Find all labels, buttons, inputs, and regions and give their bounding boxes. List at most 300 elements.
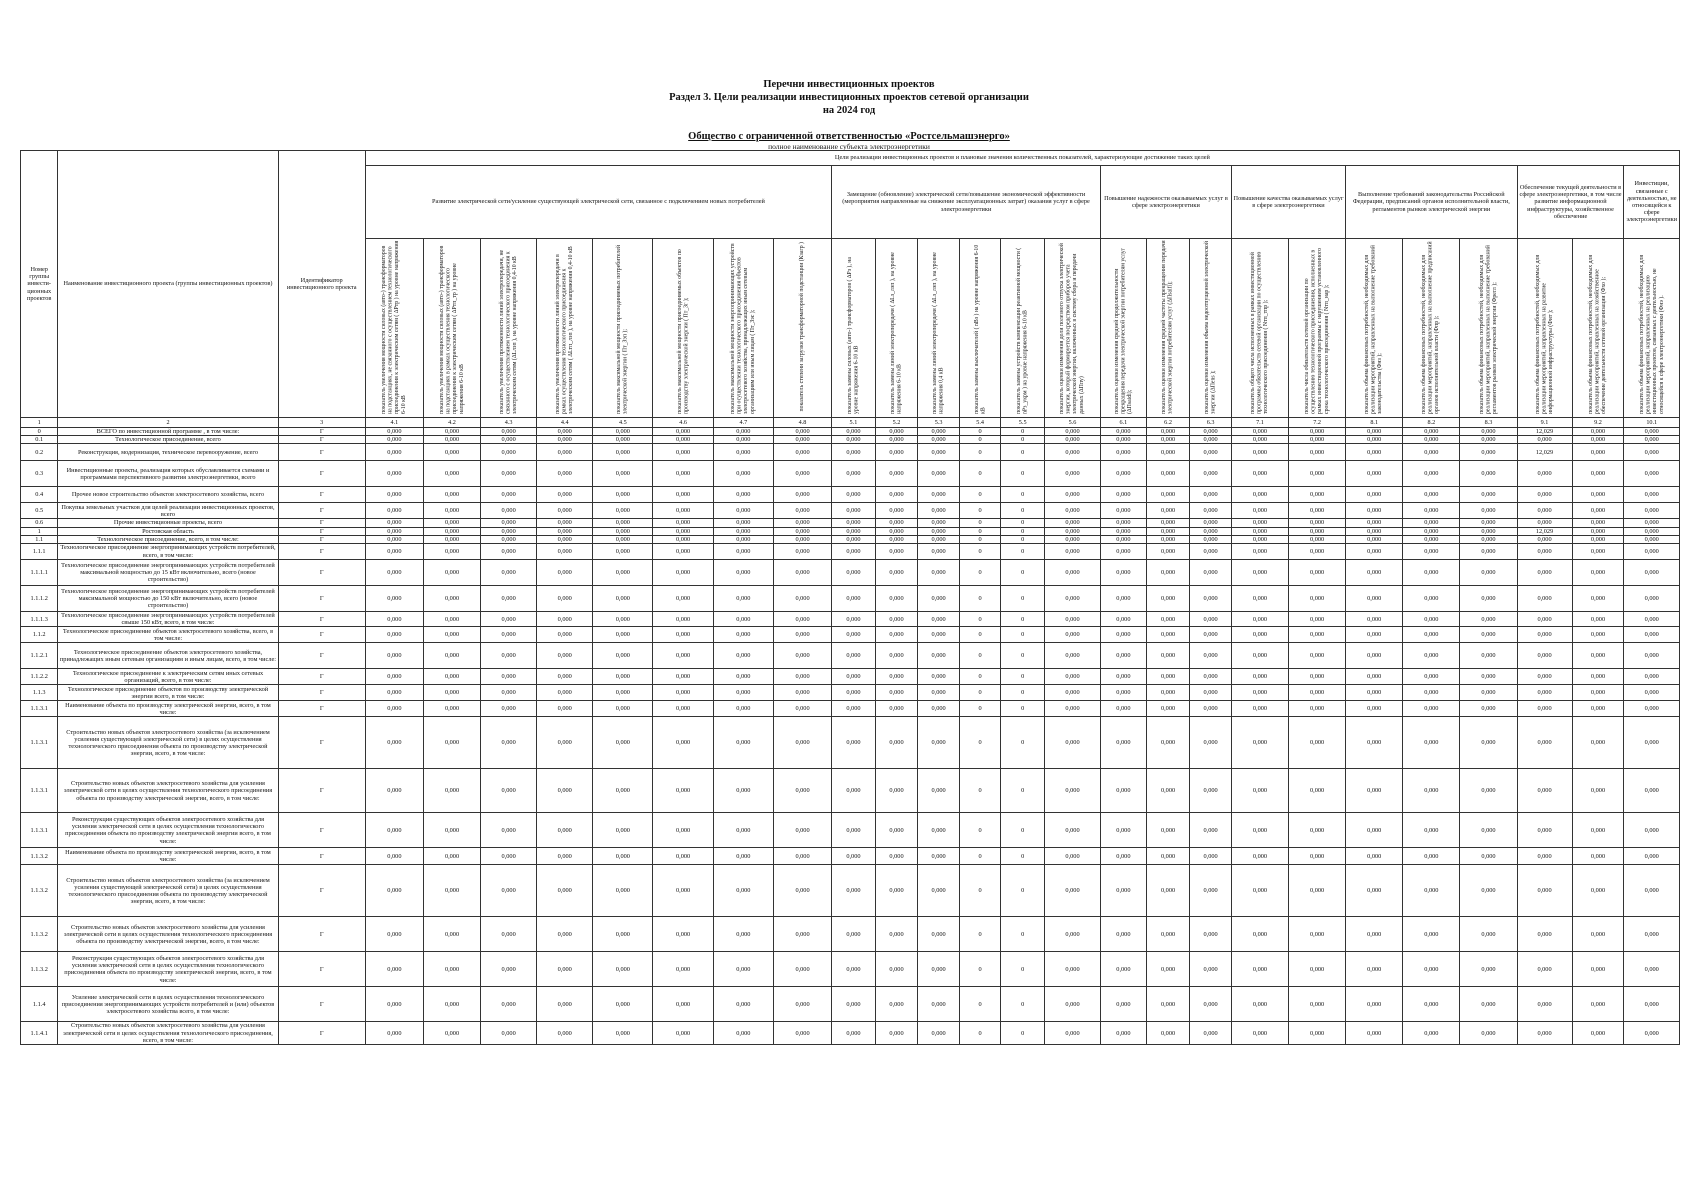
project-name-cell: Прочее новое строительство объектов электросетевого хозяйства, всего (58, 487, 278, 503)
indicator-value-cell: 0,000 (1572, 461, 1624, 487)
indicator-value-cell: 0 (959, 848, 1001, 865)
indicator-value-cell: 0,000 (1403, 436, 1460, 444)
indicator-value-cell: 0,000 (1346, 987, 1403, 1022)
indicator-value-cell: 0,000 (773, 987, 831, 1022)
project-name-cell: Реконструкция существующих объектов электросетевого хозяйства для усиления электрической сети в целях осуществления технологического присоединения объекта по производству электрической энергии всего, в том числе: (58, 813, 278, 848)
indicator-value-cell: 0 (959, 428, 1001, 436)
project-name-cell: Строительство новых объектов электросетевого хозяйства для усиления электрической сети в целях осуществления технологического присоединения, всего, в том числе: (58, 1022, 278, 1045)
indicator-value-cell: 0,000 (1190, 717, 1232, 769)
doc-title-line1: Перечни инвестиционных проектов (763, 79, 935, 90)
indicator-value-cell: 0,000 (713, 560, 773, 586)
indicator-value-cell: 0,000 (1460, 503, 1517, 519)
indicator-value-cell: 0,000 (1624, 503, 1680, 519)
indicator-value-cell: 0,000 (593, 544, 653, 560)
indicator-value-cell: 0,000 (918, 436, 960, 444)
indicator-value-cell: 0,000 (1044, 544, 1100, 560)
project-name-cell: Инвестиционные проекты, реализация которых обуславливается схемами и программами перспективного развития электроэнергетики, всего (58, 461, 278, 487)
indicator-value-cell: 0,000 (1517, 685, 1572, 701)
indicator-value-cell: 0,000 (1044, 503, 1100, 519)
indicator-value-cell: 0,000 (423, 560, 480, 586)
goal-group-header: Замещение (обновление) электрической сети/повышение экономической эффективности (мероприятия направленные на снижение эксплуатационных затрат) оказания услуг в сфере электроэнергетики (832, 166, 1101, 239)
indicator-value-cell: 0,000 (537, 503, 593, 519)
indicator-value-cell: 0,000 (365, 519, 423, 527)
indicator-value-cell: 0,000 (1289, 461, 1346, 487)
indicator-value-cell: 0,000 (365, 586, 423, 612)
indicator-value-cell: 0,000 (918, 428, 960, 436)
indicator-value-cell: 0,000 (918, 685, 960, 701)
indicator-header (773, 239, 831, 418)
indicator-value-cell: 0,000 (1044, 586, 1100, 612)
column-number: 4.2 (423, 418, 480, 428)
indicator-value-cell: 0,000 (423, 769, 480, 813)
indicator-value-cell: 0,000 (1624, 987, 1680, 1022)
indicator-value-cell: 0,000 (1101, 717, 1147, 769)
column-number: 4.8 (773, 418, 831, 428)
column-number: 6.1 (1101, 418, 1147, 428)
indicator-value-cell: 0,000 (1231, 444, 1288, 461)
column-number: 5.5 (1001, 418, 1045, 428)
indicator-value-cell: 0,000 (1231, 503, 1288, 519)
indicator-value-cell: 0,000 (773, 1022, 831, 1045)
indicator-value-cell: 0 (1001, 1022, 1045, 1045)
indicator-value-cell: 0,000 (918, 527, 960, 535)
indicator-value-cell: 0,000 (1190, 527, 1232, 535)
indicator-value-cell: 0,000 (1403, 643, 1460, 669)
project-name-cell: Технологическое присоединение, всего, в том числе: (58, 535, 278, 543)
indicator-value-cell: 0,000 (1624, 444, 1680, 461)
indicator-value-cell: 0,000 (1231, 769, 1288, 813)
indicator-label: показатель замены силовых (авто-) трансформаторов ( ∆Pз ), на уровне напряжения 6-10 кВ (846, 256, 860, 414)
indicator-value-cell: 0,000 (1044, 436, 1100, 444)
column-number-row (21, 418, 1680, 428)
indicator-label: показатель оценки изменения доли полезного отпуска электрической энергии, который формируется посредством приборов учета электрической энергии, включенных в систему сбора и передачи данных (ΔПпу) (1059, 243, 1086, 414)
indicator-value-cell: 0,000 (1146, 917, 1190, 952)
indicator-value-cell: 0,000 (1146, 848, 1190, 865)
indicator-value-cell: 0,000 (365, 560, 423, 586)
indicator-value-cell: 0,000 (1101, 865, 1147, 917)
indicator-value-cell: 0,000 (832, 769, 876, 813)
indicator-header (875, 239, 918, 418)
indicator-value-cell: 0,000 (1044, 865, 1100, 917)
indicator-value-cell: 0,000 (832, 987, 876, 1022)
indicator-value-cell: 0,000 (832, 865, 876, 917)
indicator-value-cell: 0,000 (1044, 769, 1100, 813)
indicator-value-cell: 0,000 (537, 527, 593, 535)
group-number-cell: 1.1.1.2 (21, 586, 58, 612)
indicator-value-cell: 0,000 (1146, 586, 1190, 612)
project-id-cell: Г (278, 685, 365, 701)
indicator-value-cell: 0,000 (423, 487, 480, 503)
indicator-value-cell: 0,000 (1403, 813, 1460, 848)
indicator-value-cell: 0,000 (1289, 952, 1346, 987)
indicator-value-cell: 0,000 (1572, 560, 1624, 586)
indicator-value-cell: 0,000 (593, 717, 653, 769)
indicator-value-cell: 0,000 (1146, 643, 1190, 669)
indicator-value-cell: 0,000 (1044, 627, 1100, 643)
indicator-value-cell: 0,000 (713, 848, 773, 865)
indicator-value-cell: 0,000 (1101, 436, 1147, 444)
indicator-value-cell: 0,000 (1346, 487, 1403, 503)
indicator-value-cell: 0,000 (1346, 643, 1403, 669)
indicator-value-cell: 0,000 (713, 952, 773, 987)
project-name-cell: Технологическое присоединение объектов по производству электрической энергии всего, в том числе: (58, 685, 278, 701)
indicator-value-cell: 0,000 (423, 952, 480, 987)
indicator-value-cell: 0,000 (1460, 612, 1517, 627)
indicator-value-cell: 0,000 (1517, 436, 1572, 444)
indicator-value-cell: 0,000 (1346, 917, 1403, 952)
indicator-header (1231, 239, 1288, 418)
indicator-value-cell: 0,000 (1190, 669, 1232, 685)
indicator-value-cell: 0,000 (918, 643, 960, 669)
indicator-value-cell: 0,000 (1289, 544, 1346, 560)
indicator-value-cell: 0 (1001, 586, 1045, 612)
indicator-value-cell: 0 (959, 717, 1001, 769)
indicator-value-cell: 0,000 (832, 627, 876, 643)
indicator-value-cell: 0,000 (653, 519, 713, 527)
indicator-value-cell: 0,000 (1403, 519, 1460, 527)
indicator-value-cell: 0,000 (875, 685, 918, 701)
indicator-value-cell: 0,000 (773, 685, 831, 701)
indicator-value-cell: 0,000 (1346, 544, 1403, 560)
indicator-value-cell: 0,000 (365, 952, 423, 987)
indicator-value-cell: 0,000 (1231, 848, 1288, 865)
indicator-value-cell: 0,000 (773, 487, 831, 503)
indicator-value-cell: 0 (1001, 717, 1045, 769)
indicator-value-cell: 0,000 (832, 519, 876, 527)
indicator-value-cell: 0,000 (773, 519, 831, 527)
indicator-header (537, 239, 593, 418)
table-row (21, 586, 1680, 612)
indicator-value-cell: 0,000 (918, 917, 960, 952)
indicator-value-cell: 0,000 (481, 527, 537, 535)
project-id-cell: Г (278, 560, 365, 586)
indicator-value-cell: 0,000 (423, 612, 480, 627)
indicator-value-cell: 0,000 (713, 987, 773, 1022)
indicator-value-cell: 0,000 (593, 685, 653, 701)
indicator-value-cell: 0,000 (1190, 627, 1232, 643)
column-number: 9.1 (1517, 418, 1572, 428)
indicator-value-cell: 0,000 (1190, 519, 1232, 527)
indicator-value-cell: 0,000 (1231, 685, 1288, 701)
indicator-value-cell: 0,000 (1231, 428, 1288, 436)
indicator-value-cell: 0,000 (365, 813, 423, 848)
indicator-value-cell: 0,000 (593, 527, 653, 535)
indicator-value-cell: 0,000 (537, 487, 593, 503)
indicator-value-cell: 0,000 (593, 428, 653, 436)
indicator-value-cell: 0,000 (1517, 669, 1572, 685)
col-header-goals: Цели реализации инвестиционных проектов и плановые значения количественных показателей, характеризующие достижение таких целей (365, 151, 1679, 166)
indicator-value-cell: 0,000 (1289, 813, 1346, 848)
indicator-value-cell: 0,000 (918, 627, 960, 643)
indicator-value-cell: 0,000 (1346, 669, 1403, 685)
indicator-value-cell: 0,000 (1403, 461, 1460, 487)
project-name-cell: Ростовская область (58, 527, 278, 535)
project-id-cell: Г (278, 436, 365, 444)
indicator-value-cell: 0,000 (1231, 987, 1288, 1022)
indicator-value-cell: 0,000 (1044, 987, 1100, 1022)
doc-title-line3: на 2024 год (822, 105, 876, 116)
indicator-value-cell: 0,000 (1517, 848, 1572, 865)
indicator-value-cell: 0,000 (832, 503, 876, 519)
project-name-cell: Технологическое присоединение объектов электросетевого хозяйства, всего, в том числе: (58, 627, 278, 643)
indicator-label: показатель объема финансовых потребностей, необходимых для реализации мероприятий, направленных на реализацию инвестиционных проектов, связанных с деятельностью, не относящейся к сфере электроэнергетики (Фнэ ). (1638, 254, 1665, 414)
table-row (21, 917, 1680, 952)
indicator-value-cell: 0,000 (1289, 519, 1346, 527)
indicator-value-cell: 0 (1001, 669, 1045, 685)
table-row (21, 428, 1680, 436)
indicator-value-cell: 0,000 (1460, 865, 1517, 917)
indicator-value-cell: 0,000 (875, 952, 918, 987)
indicator-header (653, 239, 713, 418)
project-id-cell: Г (278, 535, 365, 543)
column-number: 5.6 (1044, 418, 1100, 428)
indicator-value-cell: 0,000 (1572, 612, 1624, 627)
indicator-header (918, 239, 960, 418)
indicator-value-cell: 0,000 (1572, 428, 1624, 436)
indicator-value-cell: 0,000 (918, 535, 960, 543)
indicator-value-cell: 0,000 (1460, 461, 1517, 487)
project-id-cell: Г (278, 461, 365, 487)
indicator-value-cell: 0,000 (1403, 535, 1460, 543)
indicator-value-cell: 0,000 (1517, 1022, 1572, 1045)
indicator-value-cell: 0,000 (1101, 952, 1147, 987)
indicator-value-cell: 0,000 (1517, 865, 1572, 917)
indicator-value-cell: 0,000 (875, 848, 918, 865)
indicator-value-cell: 0,000 (423, 461, 480, 487)
indicator-value-cell: 0,000 (1101, 444, 1147, 461)
indicator-value-cell: 0,000 (1044, 519, 1100, 527)
indicator-value-cell: 0,000 (1624, 643, 1680, 669)
indicator-value-cell: 0,000 (1101, 428, 1147, 436)
indicator-value-cell: 0,000 (593, 643, 653, 669)
indicator-value-cell: 0,000 (1460, 544, 1517, 560)
indicator-label: показатель общего числа исполненных в рамках инвестиционной программы обязательств сетевой организации по осуществлению технологического присоединения ( Nтп_тпр ); (1250, 251, 1270, 414)
indicator-value-cell: 0,000 (653, 952, 713, 987)
indicator-value-cell: 0 (1001, 444, 1045, 461)
indicator-value-cell: 0,000 (537, 544, 593, 560)
indicator-value-cell: 0,000 (1289, 1022, 1346, 1045)
indicator-value-cell: 0,000 (918, 865, 960, 917)
indicator-value-cell: 0,000 (1624, 560, 1680, 586)
indicator-value-cell: 0,000 (1146, 461, 1190, 487)
indicator-value-cell: 0,000 (1289, 848, 1346, 865)
indicator-value-cell: 0,000 (1346, 586, 1403, 612)
indicator-value-cell: 0 (959, 586, 1001, 612)
indicator-value-cell: 0,000 (918, 813, 960, 848)
table-row (21, 612, 1680, 627)
project-name-cell: Строительство новых объектов электросетевого хозяйства (за исключением усиления существующей электрической сети) в целях осуществления технологического присоединения объекта по производству электрической энергии, всего, в том числе: (58, 865, 278, 917)
indicator-value-cell: 0,000 (653, 586, 713, 612)
indicator-label: показатель объема финансовых потребностей, необходимых для реализации мероприятий, направленных на выполнение требований регламентов рынков электрической энергии (Фрегл ); (1478, 244, 1498, 414)
indicator-value-cell: 0,000 (1101, 461, 1147, 487)
indicator-value-cell: 0,000 (653, 848, 713, 865)
indicator-value-cell: 0,000 (1517, 717, 1572, 769)
indicator-value-cell: 0,000 (481, 535, 537, 543)
indicator-value-cell: 0,000 (365, 436, 423, 444)
indicator-value-cell: 0,000 (918, 612, 960, 627)
indicator-value-cell: 0,000 (423, 643, 480, 669)
indicator-value-cell: 0,000 (481, 701, 537, 717)
indicator-value-cell: 0,000 (365, 848, 423, 865)
project-id-cell: Г (278, 987, 365, 1022)
indicator-value-cell: 0,000 (1460, 987, 1517, 1022)
indicator-value-cell: 0,000 (365, 503, 423, 519)
project-id-cell: Г (278, 527, 365, 535)
indicator-value-cell: 0 (1001, 643, 1045, 669)
indicator-value-cell: 0,000 (365, 769, 423, 813)
indicator-value-cell: 0,000 (832, 487, 876, 503)
indicator-value-cell: 0,000 (1289, 769, 1346, 813)
indicator-value-cell: 0,000 (832, 813, 876, 848)
indicator-value-cell: 0,000 (1624, 717, 1680, 769)
indicator-value-cell: 0,000 (593, 586, 653, 612)
table-row (21, 848, 1680, 865)
group-number-cell: 1.1.3.1 (21, 769, 58, 813)
indicator-value-cell: 0,000 (653, 627, 713, 643)
indicator-value-cell: 0,000 (1517, 487, 1572, 503)
indicator-label: показатель максимальной мощности энергопринимающих устройств при осуществлении технологического присоединения объектов электросетевого хозяйства, принадлежащих иным сетевым организациям или иным лицам ( Пт_Зэс ); (730, 243, 756, 414)
indicator-value-cell: 0,000 (1460, 428, 1517, 436)
table-row (21, 1022, 1680, 1045)
indicator-value-cell: 0,000 (1517, 503, 1572, 519)
indicator-value-cell: 0,000 (481, 848, 537, 865)
indicator-value-cell: 0,000 (773, 669, 831, 685)
indicator-value-cell: 0 (1001, 987, 1045, 1022)
indicator-value-cell: 0,000 (423, 685, 480, 701)
indicator-value-cell: 0,000 (593, 612, 653, 627)
indicator-value-cell: 0,000 (832, 544, 876, 560)
indicator-value-cell: 0 (959, 865, 1001, 917)
indicator-value-cell: 0,000 (1624, 519, 1680, 527)
investment-goals-table (20, 150, 1680, 1045)
indicator-value-cell: 0 (959, 444, 1001, 461)
indicator-value-cell: 0,000 (537, 701, 593, 717)
indicator-value-cell: 0,000 (713, 428, 773, 436)
project-id-cell: Г (278, 627, 365, 643)
col-header-project-id: Идентификатор инвестиционного проекта (278, 151, 365, 418)
indicator-value-cell: 0,000 (593, 769, 653, 813)
indicator-value-cell: 0,000 (365, 461, 423, 487)
table-row (21, 503, 1680, 519)
indicator-value-cell: 0,000 (1572, 586, 1624, 612)
table-row (21, 865, 1680, 917)
indicator-value-cell: 0,000 (875, 444, 918, 461)
indicator-value-cell: 0,000 (653, 527, 713, 535)
indicator-value-cell: 0,000 (875, 917, 918, 952)
indicator-value-cell: 0,000 (423, 544, 480, 560)
indicator-value-cell: 0,000 (1190, 813, 1232, 848)
indicator-value-cell: 0,000 (423, 444, 480, 461)
indicator-value-cell: 0,000 (537, 643, 593, 669)
group-number-cell: 1.1.2.1 (21, 643, 58, 669)
indicator-value-cell: 0,000 (1460, 769, 1517, 813)
indicator-label: показатель максимальной мощности присоединяемых потребителей электрической энергии ( Пт_Зэп ); (616, 244, 629, 414)
indicator-value-cell: 0,000 (593, 952, 653, 987)
indicator-value-cell: 0,000 (1190, 535, 1232, 543)
indicator-value-cell: 0,000 (365, 544, 423, 560)
indicator-value-cell: 0 (1001, 865, 1045, 917)
table-row (21, 813, 1680, 848)
indicator-value-cell: 0,000 (1044, 487, 1100, 503)
indicator-value-cell: 0,000 (653, 444, 713, 461)
indicator-header (959, 239, 1001, 418)
indicator-value-cell: 0,000 (1460, 952, 1517, 987)
indicator-label: показатель замены устройств компенсации реактивной мощности ( nРз_укрм ) на уровне напряжения 6-10 кВ (1016, 247, 1029, 414)
indicator-value-cell: 0,000 (773, 560, 831, 586)
indicator-value-cell: 0,000 (875, 627, 918, 643)
indicator-value-cell: 0,000 (1101, 560, 1147, 586)
indicator-value-cell: 0,000 (773, 643, 831, 669)
group-number-cell: 1.1.3.2 (21, 865, 58, 917)
indicator-value-cell: 0,000 (423, 428, 480, 436)
indicator-value-cell: 0,000 (1146, 669, 1190, 685)
indicator-value-cell: 0 (1001, 701, 1045, 717)
indicator-value-cell: 0,000 (875, 560, 918, 586)
indicator-value-cell: 0,000 (1403, 669, 1460, 685)
indicator-value-cell: 0,000 (1517, 643, 1572, 669)
indicator-value-cell: 0,000 (365, 669, 423, 685)
indicator-value-cell: 0,000 (365, 627, 423, 643)
indicator-value-cell: 0,000 (1346, 1022, 1403, 1045)
indicator-value-cell: 0,000 (1346, 444, 1403, 461)
indicator-value-cell: 0,000 (481, 612, 537, 627)
indicator-value-cell: 0,000 (1624, 865, 1680, 917)
indicator-value-cell: 0,000 (537, 519, 593, 527)
indicator-label: показатель максимальной мощности присоединяемых объектов по производству электрической энергии ( Пт_Зг ); (676, 249, 690, 414)
indicator-label: показатель увеличения мощности силовых (авто-) трансформаторов на подстанциях в рамках осуществления технологического присоединения к электрическим сетям ( ΔPтп_тр ) на уровне напряжения 6-10 кВ (438, 245, 465, 414)
indicator-value-cell: 0,000 (365, 535, 423, 543)
indicator-value-cell: 0,000 (1572, 487, 1624, 503)
indicator-value-cell: 0,000 (773, 612, 831, 627)
indicator-value-cell: 0 (1001, 813, 1045, 848)
indicator-value-cell: 0,000 (1289, 717, 1346, 769)
indicator-value-cell: 0,000 (481, 917, 537, 952)
indicator-header (1346, 239, 1403, 418)
indicator-value-cell: 0,000 (1346, 685, 1403, 701)
indicator-header (832, 239, 876, 418)
indicator-value-cell: 0,000 (1190, 503, 1232, 519)
indicator-value-cell: 0,000 (365, 643, 423, 669)
table-header (21, 151, 1680, 418)
indicator-value-cell: 0,000 (1146, 627, 1190, 643)
indicator-label: показатель увеличения протяженности линий электропередачи, не связанного с осуществлением технологического присоединения к электрическим сетям (ΔLлэп ), на уровне напряжения 0,4-10 кВ (498, 249, 518, 414)
indicator-value-cell: 0,000 (653, 865, 713, 917)
indicator-value-cell: 0,000 (1190, 952, 1232, 987)
project-name-cell: Технологическое присоединение объектов электросетевого хозяйства, принадлежащих иным сетевым организациям и иным лицам, всего, в том числе: (58, 643, 278, 669)
indicator-value-cell: 0,000 (1190, 1022, 1232, 1045)
indicator-value-cell: 0,000 (1460, 535, 1517, 543)
indicator-label: показатель оценки изменения средней частоты прекращения передачи электрической энергии потребителям услуг (ΔПsaifi); (1161, 240, 1175, 414)
indicator-value-cell: 0,000 (875, 717, 918, 769)
indicator-value-cell: 0,000 (1346, 519, 1403, 527)
indicator-value-cell: 0,000 (481, 627, 537, 643)
indicator-value-cell: 0,000 (653, 685, 713, 701)
indicator-label: показатель числа обязательств сетевой организации по осуществлению технологического присоединения, исполненных в рамках инвестиционной программы с нарушением установленного срока технологического присоединения ( Nтп_нар ); (1303, 247, 1330, 414)
indicator-value-cell: 0,000 (365, 917, 423, 952)
indicator-value-cell: 0,000 (1289, 436, 1346, 444)
group-number-cell: 1.1.3.1 (21, 813, 58, 848)
indicator-value-cell: 0 (1001, 428, 1045, 436)
project-name-cell: Наименование объекта по производству электрической энергии, всего, в том числе: (58, 848, 278, 865)
indicator-value-cell: 0,000 (875, 535, 918, 543)
indicator-value-cell: 0,000 (918, 1022, 960, 1045)
indicator-value-cell: 0,000 (1624, 487, 1680, 503)
indicator-value-cell: 0,000 (1231, 1022, 1288, 1045)
indicator-value-cell: 0,000 (1044, 428, 1100, 436)
indicator-value-cell: 0,000 (537, 612, 593, 627)
indicator-value-cell: 0,000 (1624, 586, 1680, 612)
indicator-value-cell: 0,000 (1101, 917, 1147, 952)
